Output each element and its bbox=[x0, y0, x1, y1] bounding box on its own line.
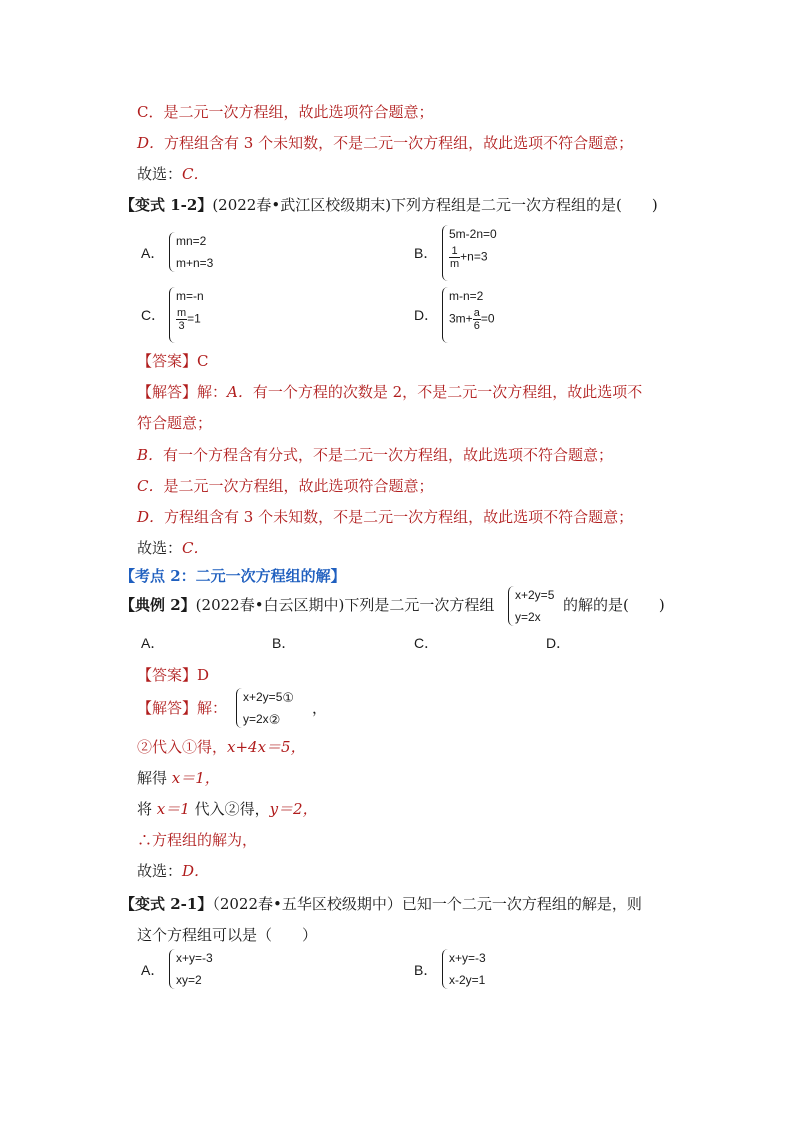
solution-d-text: 方程组含有 3 个未知数，不是二元一次方程组，故此选项不符合题意； bbox=[164, 508, 634, 526]
option-letter: A． bbox=[227, 383, 253, 401]
question-tail: 的解的是( ) bbox=[563, 596, 665, 614]
solution-d-line bbox=[137, 132, 633, 154]
equation-2 bbox=[449, 307, 495, 332]
step-1-equation: x+4x＝5， bbox=[227, 738, 306, 756]
equation-tail: =0 bbox=[480, 311, 495, 326]
brace-icon bbox=[442, 287, 448, 343]
numerator: 1 bbox=[449, 245, 460, 258]
option-letter: D． bbox=[137, 134, 165, 152]
solution-tag: 【解答】 bbox=[137, 699, 198, 717]
solution-d-line-2 bbox=[137, 506, 633, 528]
option-a-label: A． bbox=[141, 245, 165, 261]
option-letter: B． bbox=[137, 446, 164, 464]
step-3-prefix: 将 bbox=[137, 800, 157, 818]
select-value: C． bbox=[182, 165, 209, 183]
equation-2 bbox=[176, 307, 201, 332]
solution-tag: 【解答】 bbox=[137, 383, 198, 401]
circled-1-icon: ① bbox=[282, 689, 295, 705]
equation-2 bbox=[243, 712, 280, 726]
step-3-equation: y＝2， bbox=[269, 800, 318, 818]
equation-head: 3m+ bbox=[449, 311, 473, 326]
answer-value: C bbox=[197, 352, 209, 370]
equation-1-text: x+2y=5 bbox=[243, 690, 283, 704]
option-c-label: C． bbox=[414, 635, 439, 651]
brace-icon bbox=[236, 688, 242, 728]
question-text: (2022春•武江区校级期末)下列方程组是二元一次方程组的是( ) bbox=[212, 196, 658, 214]
fraction bbox=[449, 245, 460, 270]
brace-icon bbox=[169, 287, 175, 343]
solution-a-text-2: 符合题意； bbox=[137, 414, 213, 432]
select-prefix: 故选： bbox=[137, 862, 183, 880]
option-letter: D． bbox=[137, 508, 165, 526]
answer-tag: 【答案】 bbox=[137, 666, 198, 684]
equation-tail: +n=3 bbox=[460, 249, 488, 264]
step-2-prefix: 解得 bbox=[137, 769, 172, 787]
step-3-text: 代入②得， bbox=[189, 800, 270, 818]
step-4-line: ∴方程组的解为， bbox=[137, 831, 258, 849]
step-3-line bbox=[137, 798, 318, 820]
option-letter: C． bbox=[137, 477, 164, 495]
brace-icon bbox=[442, 225, 448, 281]
solution-line-2 bbox=[137, 697, 227, 719]
solution-c-text: C．是二元一次方程组，故此选项符合题意； bbox=[137, 103, 434, 121]
question-tag: 【典例 2】 bbox=[120, 596, 196, 614]
variant-1-2-question bbox=[120, 194, 658, 216]
solution-intro: 解： bbox=[197, 699, 228, 717]
brace-icon bbox=[169, 232, 175, 272]
equation-2-text: y=2x bbox=[243, 712, 269, 726]
example-2-question bbox=[120, 594, 494, 616]
denominator: m bbox=[450, 258, 460, 270]
option-a-label: A． bbox=[141, 962, 165, 978]
question-text-2: 这个方程组可以是（ ） bbox=[137, 926, 318, 944]
denominator: 6 bbox=[473, 320, 480, 332]
question-tag: 【变式 1-2】 bbox=[120, 196, 213, 214]
select-line-2 bbox=[137, 537, 209, 559]
key-point-heading: 【考点 2：二元一次方程组的解】 bbox=[120, 567, 346, 585]
equation-1 bbox=[243, 690, 294, 704]
brace-icon bbox=[169, 949, 175, 989]
step-3-value: x＝1 bbox=[156, 800, 190, 818]
denominator: 3 bbox=[178, 320, 185, 332]
equation-1: x+y=-3 bbox=[449, 951, 486, 965]
solution-d-text: 方程组含有 3 个未知数，不是二元一次方程组，故此选项不符合题意； bbox=[164, 134, 634, 152]
option-d-label: D． bbox=[546, 635, 571, 651]
question-text: (2022春•白云区期中)下列是二元一次方程组 bbox=[195, 596, 495, 614]
equation-2: x-2y=1 bbox=[449, 973, 486, 987]
solution-c-line bbox=[137, 101, 433, 123]
answer-line-2 bbox=[137, 664, 209, 686]
option-d-label: D． bbox=[414, 307, 439, 323]
step-2-equation: x＝1， bbox=[171, 769, 220, 787]
equation-2: xy=2 bbox=[176, 973, 202, 987]
step-2-line bbox=[137, 767, 220, 789]
select-line bbox=[137, 163, 209, 185]
fraction bbox=[176, 307, 187, 332]
select-prefix: 故选： bbox=[137, 165, 183, 183]
brace-icon bbox=[442, 949, 448, 989]
equation-2: y=2x bbox=[515, 610, 541, 624]
answer-tag: 【答案】 bbox=[137, 352, 198, 370]
equation-2 bbox=[449, 245, 488, 270]
step-1-line bbox=[137, 736, 306, 758]
answer-value: D bbox=[197, 666, 210, 684]
brace-icon bbox=[508, 586, 514, 626]
select-value: D． bbox=[182, 862, 210, 880]
option-b-label: B． bbox=[414, 245, 438, 261]
question-tag: 【变式 2-1】 bbox=[120, 895, 213, 913]
equation-1: 5m-2n=0 bbox=[449, 227, 497, 241]
solution-b-line bbox=[137, 444, 613, 466]
select-prefix: 故选： bbox=[137, 539, 183, 557]
solution-b-text: 有一个方程含有分式，不是二元一次方程组，故此选项不符合题意； bbox=[163, 446, 614, 464]
fraction bbox=[473, 307, 481, 332]
solution-c-text: 是二元一次方程组，故此选项符合题意； bbox=[163, 477, 434, 495]
solution-intro: 解： bbox=[197, 383, 228, 401]
select-line-3 bbox=[137, 860, 209, 882]
numerator: m bbox=[177, 307, 187, 319]
option-a-label: A． bbox=[141, 635, 165, 651]
variant-2-1-question bbox=[120, 893, 642, 915]
solution-line bbox=[137, 381, 642, 403]
answer-line bbox=[137, 350, 209, 372]
solution-line-cont bbox=[137, 412, 212, 434]
option-c-label: C． bbox=[141, 307, 166, 323]
option-b-label: B． bbox=[414, 962, 438, 978]
equation-tail: =1 bbox=[187, 311, 201, 326]
equation-2: m+n=3 bbox=[176, 256, 214, 270]
option-b-label: B． bbox=[272, 635, 296, 651]
equation-1: m=-n bbox=[176, 289, 204, 303]
equation-1: x+y=-3 bbox=[176, 951, 213, 965]
numerator: a bbox=[473, 307, 480, 319]
equation-1: x+2y=5 bbox=[515, 588, 555, 602]
question-text: （2022春•五华区校级期中）已知一个二元一次方程组的解是，则 bbox=[212, 895, 642, 913]
solution-a-text: 有一个方程的次数是 2，不是二元一次方程组，故此选项不 bbox=[252, 383, 643, 401]
select-value: C． bbox=[182, 539, 209, 557]
circled-2-icon: ② bbox=[268, 711, 281, 727]
equation-1: mn=2 bbox=[176, 234, 207, 248]
step-1-text: ②代入①得， bbox=[137, 738, 228, 756]
solution-c-line-2 bbox=[137, 475, 434, 497]
equation-1: m-n=2 bbox=[449, 289, 484, 303]
comma: ， bbox=[312, 699, 328, 717]
